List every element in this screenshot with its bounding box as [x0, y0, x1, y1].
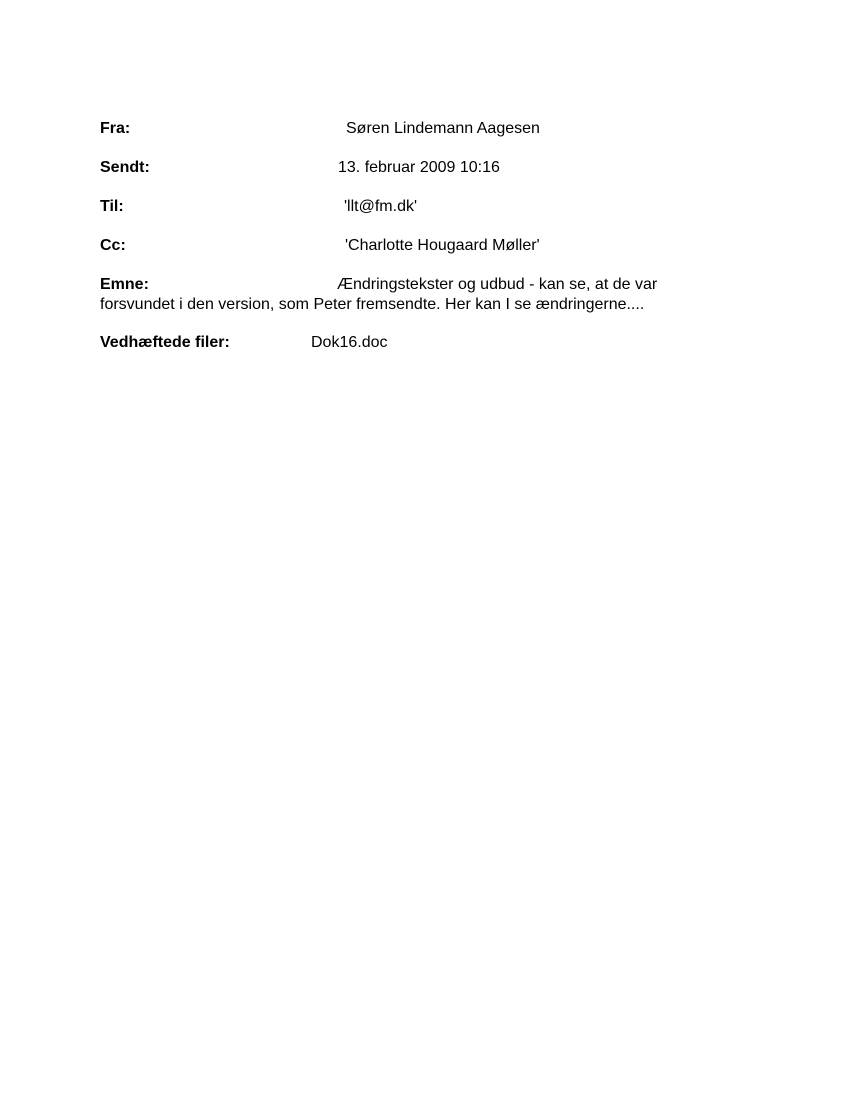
from-label: Fra: — [100, 120, 131, 137]
subject-label: Emne: — [100, 276, 149, 293]
cc-label: Cc: — [100, 237, 126, 254]
from-value: Søren Lindemann Aagesen — [346, 120, 540, 137]
to-label: Til: — [100, 198, 124, 215]
to-value: 'llt@fm.dk' — [344, 198, 418, 215]
subject-value-line-2: forsvundet i den version, som Peter fremsendte. Her kan I se ændringerne.... — [100, 296, 645, 313]
cc-value: 'Charlotte Hougaard Møller' — [345, 237, 540, 254]
sent-value: 13. februar 2009 10:16 — [338, 159, 500, 176]
attachments-label: Vedhæftede filer: — [100, 334, 230, 351]
subject-value-line-1: Ændringstekster og udbud - kan se, at de var — [337, 276, 658, 293]
attachment-file[interactable]: Dok16.doc — [311, 334, 388, 351]
sent-label: Sendt: — [100, 159, 150, 176]
